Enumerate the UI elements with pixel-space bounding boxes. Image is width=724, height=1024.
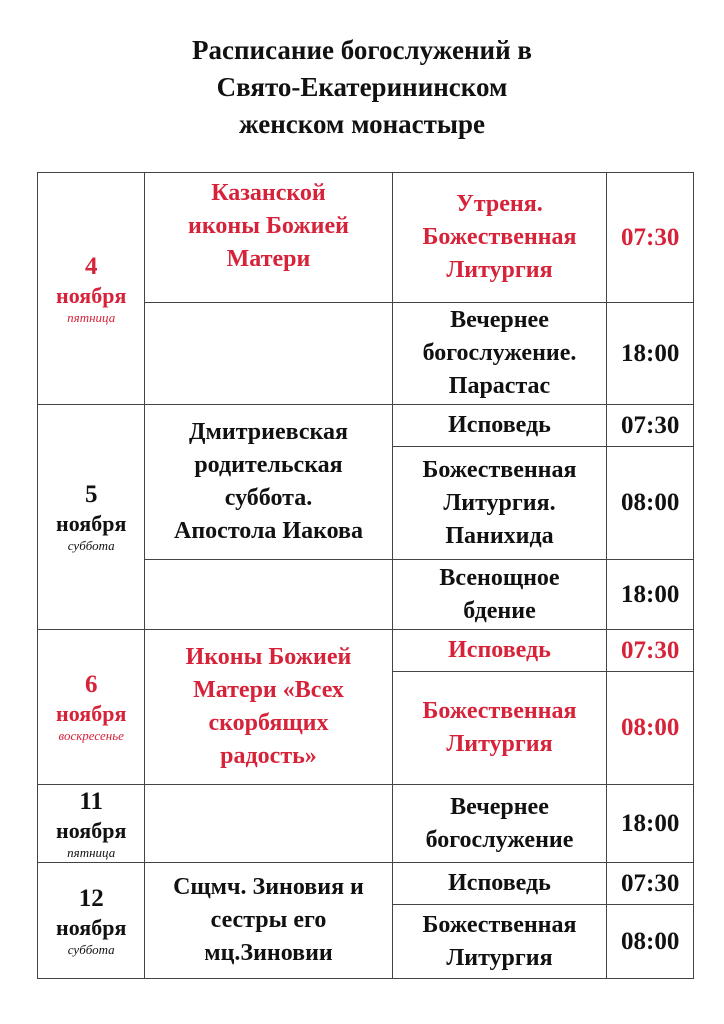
service-line: Вечернее bbox=[450, 307, 549, 333]
feast-cell-empty bbox=[145, 303, 392, 405]
service-cell bbox=[392, 672, 607, 785]
feast-cell bbox=[145, 630, 392, 785]
date-month: ноября bbox=[56, 511, 127, 536]
date-month: ноября bbox=[56, 914, 127, 940]
date-weekday: пятница bbox=[67, 309, 116, 325]
service-cell bbox=[392, 303, 607, 405]
time-cell: 07:30 bbox=[607, 405, 694, 447]
service-line: богослужение bbox=[425, 826, 574, 853]
time-cell: 07:30 bbox=[607, 173, 694, 303]
date-weekday: пятница bbox=[67, 844, 116, 860]
service-line: Исповедь bbox=[448, 412, 551, 438]
time-cell: 08:00 bbox=[607, 672, 694, 785]
service-line: Исповедь bbox=[448, 870, 551, 896]
service-line: Литургия bbox=[446, 944, 553, 971]
service-cell bbox=[392, 173, 607, 303]
table-row bbox=[38, 863, 694, 905]
feast-line: скорбящих bbox=[208, 710, 329, 736]
service-line: Божественная bbox=[422, 224, 577, 250]
feast-line: Сщмч. Зиновия и bbox=[173, 874, 364, 900]
date-number: 4 bbox=[84, 252, 98, 280]
time-cell: 18:00 bbox=[607, 303, 694, 405]
time-cell: 08:00 bbox=[607, 447, 694, 560]
service-line: Божественная bbox=[422, 911, 577, 938]
feast-line: Иконы Божией bbox=[185, 644, 352, 670]
feast-line: Казанской bbox=[211, 180, 326, 206]
feast-cell bbox=[145, 173, 392, 303]
feast-line: радость» bbox=[220, 743, 317, 769]
service-line: Литургия bbox=[446, 257, 553, 283]
time-cell: 07:30 bbox=[607, 863, 694, 905]
title-line: Расписание богослужений в bbox=[192, 35, 532, 65]
service-line: Утреня. bbox=[456, 191, 543, 217]
service-line: Панихида bbox=[445, 522, 554, 549]
table-row bbox=[38, 173, 694, 303]
service-line: Литургия. bbox=[443, 489, 556, 516]
date-weekday: суббота bbox=[67, 538, 115, 553]
service-line: Исповедь bbox=[448, 637, 551, 663]
feast-cell-empty bbox=[145, 785, 392, 863]
date-weekday: воскресенье bbox=[58, 728, 124, 743]
date-cell bbox=[38, 785, 145, 863]
date-cell bbox=[38, 405, 145, 630]
time-cell: 18:00 bbox=[607, 560, 694, 630]
service-line: Божественная bbox=[422, 456, 577, 483]
table-row bbox=[38, 785, 694, 863]
service-line: Парастас bbox=[448, 373, 551, 399]
feast-line: суббота. bbox=[224, 485, 313, 511]
feast-cell-empty bbox=[145, 560, 392, 630]
service-line: Всенощное bbox=[439, 564, 560, 591]
date-number: 12 bbox=[78, 884, 104, 912]
service-line: Литургия bbox=[446, 731, 553, 757]
feast-line: Матери bbox=[226, 246, 311, 272]
date-cell bbox=[38, 630, 145, 785]
service-cell bbox=[392, 905, 607, 979]
service-cell bbox=[392, 405, 607, 447]
service-cell bbox=[392, 630, 607, 672]
table-row bbox=[38, 630, 694, 672]
feast-line: сестры его bbox=[210, 907, 327, 933]
service-cell bbox=[392, 447, 607, 560]
time-cell: 07:30 bbox=[607, 630, 694, 672]
feast-line: Дмитриевская bbox=[189, 419, 348, 445]
service-line: Божественная bbox=[422, 698, 577, 724]
date-number: 6 bbox=[84, 671, 98, 698]
date-number: 5 bbox=[84, 481, 98, 508]
date-month: ноября bbox=[56, 817, 127, 843]
date-cell bbox=[38, 173, 145, 405]
table-row bbox=[38, 405, 694, 447]
date-number: 11 bbox=[79, 787, 104, 815]
feast-line: Матери «Всех bbox=[193, 677, 344, 703]
schedule-table bbox=[37, 172, 694, 979]
time-cell: 18:00 bbox=[607, 785, 694, 863]
feast-line: иконы Божией bbox=[188, 213, 349, 239]
date-weekday: суббота bbox=[67, 941, 115, 957]
title-line: женском монастыре bbox=[239, 109, 485, 139]
service-line: бдение bbox=[463, 597, 536, 624]
feast-line: Апостола Иакова bbox=[174, 518, 363, 544]
service-cell bbox=[392, 785, 607, 863]
service-cell bbox=[392, 863, 607, 905]
service-line: Вечернее bbox=[450, 793, 549, 820]
feast-cell bbox=[145, 405, 392, 560]
feast-cell bbox=[145, 863, 392, 979]
title-line: Свято-Екатерининском bbox=[216, 72, 508, 102]
feast-line: родительская bbox=[194, 452, 343, 478]
feast-line: мц.Зиновии bbox=[204, 940, 333, 966]
time-cell: 08:00 bbox=[607, 905, 694, 979]
service-cell bbox=[392, 560, 607, 630]
service-line: богослужение. bbox=[422, 340, 577, 366]
date-month: ноября bbox=[56, 282, 127, 308]
date-month: ноября bbox=[56, 701, 127, 726]
page-title bbox=[0, 32, 724, 143]
date-cell bbox=[38, 863, 145, 979]
